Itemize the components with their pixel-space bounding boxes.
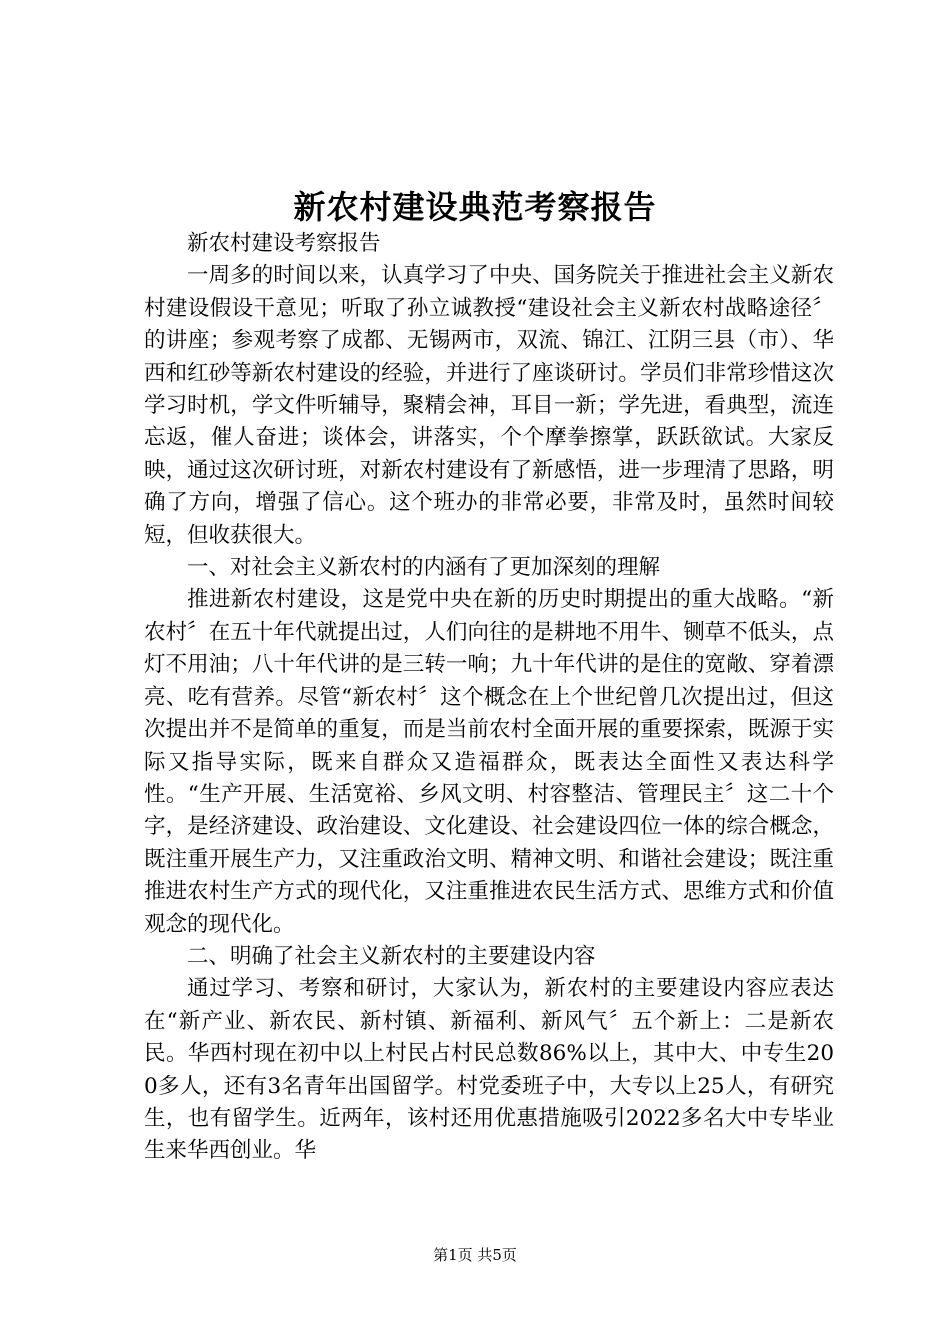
paragraph-subtitle: 新农村建设考察报告 [187, 231, 381, 256]
document-body [144, 228, 834, 1168]
section-heading-1: 一、对社会主义新农村的内涵有了更加深刻的理解 [187, 555, 661, 581]
page-footer: 第1页 共5页 [433, 1246, 517, 1264]
paragraph-intro: 一周多的时间以来，认真学习了中央、国务院关于推进社会主义新农村建设假设干意见；听取了孙立诚教授“建设社会主义新农村战略途径〞的讲座；参观考察了成都、无锡两市，双流、锦江、江阴三县（市）、华西和红砂等新农村建设的经验，并进行了座谈研讨。学员们非常珍惜这次学习时机，学文件听辅导，聚精会神，耳目一新；学先进，看典型，流连忘返，催人奋进；谈体会，讲落实，个个摩拳擦掌，跃跃欲试。大家反映，通过这次研讨班，对新农村建设有了新感悟，进一步理清了思路，明确了方向，增强了信心。这个班办的非常必要，非常及时，虽然时间较短，但收获很大。 [144, 263, 834, 548]
paragraph-section-1: 推进新农村建设，这是党中央在新的历史时期提出的重大战略。“新农村〞在五十年代就提出过，人们向往的是耕地不用牛、铡草不低头，点灯不用油；八十年代讲的是三转一响；九十年代讲的是住的宽敞、穿着漂亮、吃有营养。尽管“新农村〞这个概念在上个世纪曾几次提出过，但这次提出并不是简单的重复，而是当前农村全面开展的重要探索，既源于实际又指导实际，既来自群众又造福群众，既表达全面性又表达科学性。“生产开展、生活宽裕、乡风文明、村容整洁、管理民主〞这二十个字，是经济建设、政治建设、文化建设、社会建设四位一体的综合概念，既注重开展生产力，又注重政治文明、精神文明、和谐社会建设；既注重推进农村生产方式的现代化，又注重推进农民生活方式、思维方式和价值观念的现代化。 [144, 587, 834, 937]
document-title: 新农村建设典范考察报告 [293, 188, 657, 226]
paragraph-section-2: 通过学习、考察和研讨，大家认为，新农村的主要建设内容应表达在“新产业、新农民、新村镇、新福利、新风气〞五个新上：二是新农民。华西村现在初中以上村民占村民总数86%以上，其中大、中专生200多人，还有3名青年出国留学。村党委班子中，大专以上25人，有研究生，也有留学生。近两年，该村还用优惠措施吸引2022多名大中专毕业生来华西创业。华 [144, 976, 834, 1164]
section-heading-2: 二、明确了社会主义新农村的主要建设内容 [187, 943, 596, 969]
